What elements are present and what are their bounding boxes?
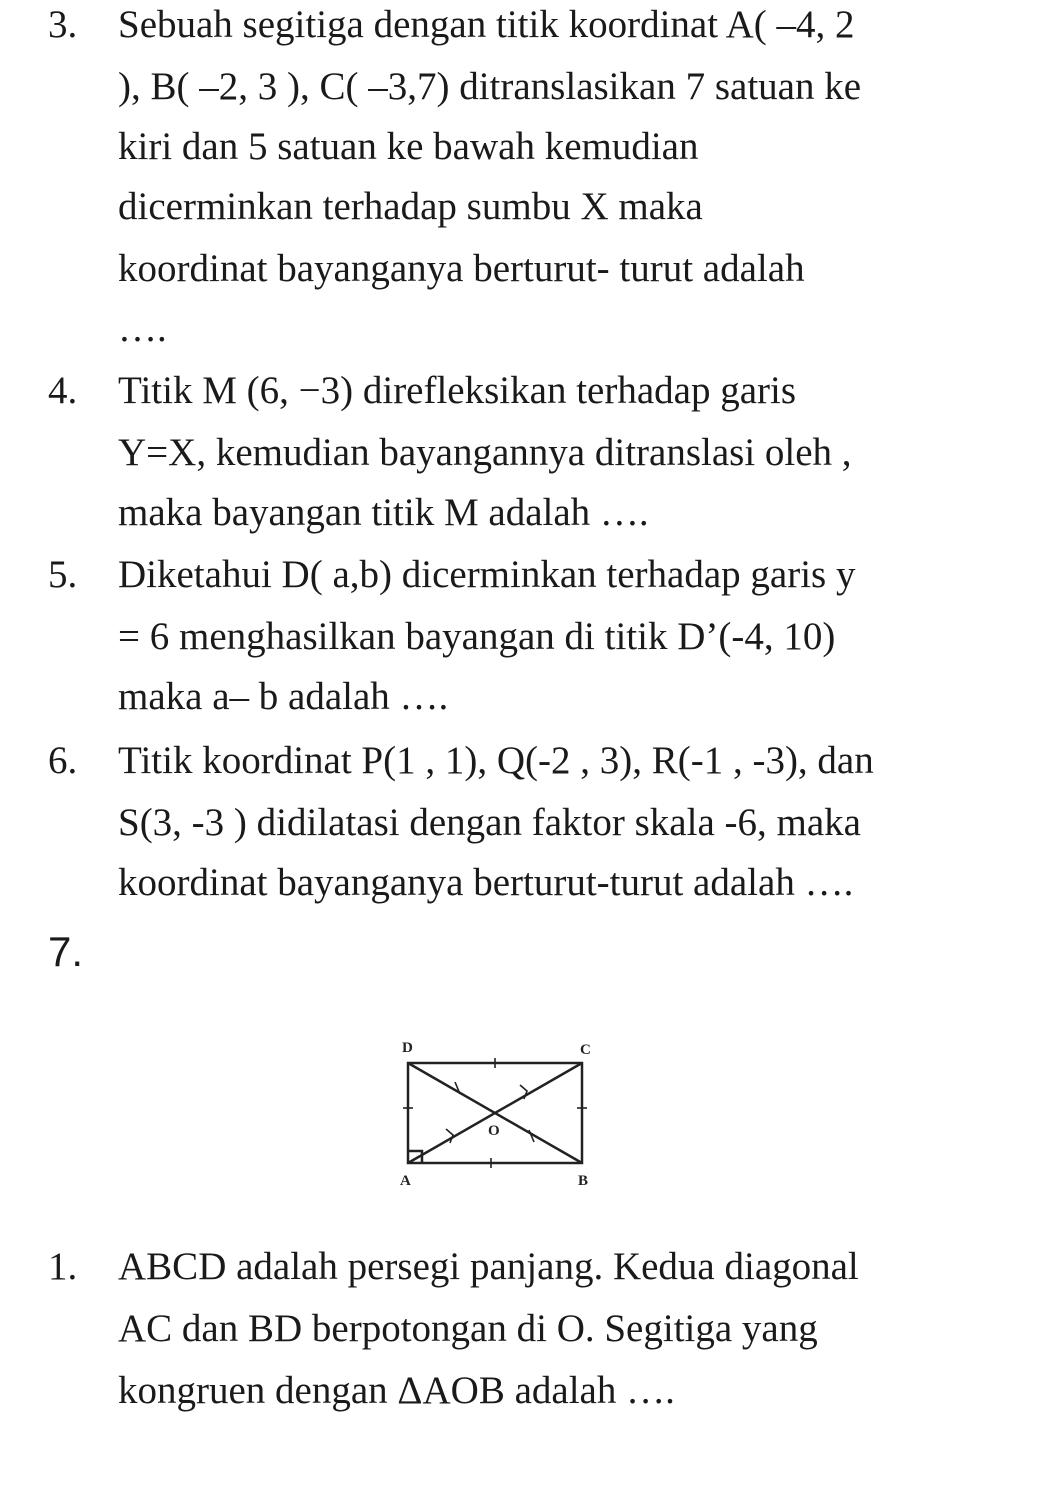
question-text-line: = 6 menghasilkan bayangan di titik D’(-4, 10) [118,615,836,658]
question-text-line: Sebuah segitiga dengan titik koordinat A( –4, 2 [118,3,855,46]
question-text-line: dicerminkan terhadap sumbu X maka [118,185,703,228]
question-7-number: 7. [48,928,84,975]
question-text-line: AC dan BD berpotongan di O. Segitiga yang [118,1307,818,1350]
vertex-label-a: A [400,1173,411,1189]
vertex-label-b: B [578,1173,589,1189]
question-text-line: kongruen dengan ΔAOB adalah …. [118,1369,675,1412]
rectangle-abcd-figure [380,1030,620,1190]
question-text-line: S(3, -3 ) didilatasi dengan faktor skala -6, maka [118,801,861,844]
question-text-line: koordinat bayanganya berturut-turut adalah …. [118,861,854,904]
question-text-line: kiri dan 5 satuan ke bawah kemudian [118,125,699,168]
question-text-line: Y=X, kemudian bayangannya ditranslasi oleh , [118,431,852,474]
question-text-line: …. [118,307,167,350]
question-number: 3. [48,3,78,46]
question-number: 6. [48,739,78,782]
question-number: 5. [48,553,78,596]
question-text-line: Titik M (6, −3) direfleksikan terhadap garis [118,369,797,412]
vertex-label-d: D [402,1040,413,1056]
center-label-o: O [488,1123,500,1139]
question-text-line: Titik koordinat P(1 , 1), Q(-2 , 3), R(-1 , -3), dan [118,739,874,782]
question-text-line: maka bayangan titik M adalah …. [118,491,649,534]
vertex-label-c: C [580,1042,591,1058]
question-text-line: ABCD adalah persegi panjang. Kedua diagonal [118,1245,859,1288]
question-number: 1. [48,1245,78,1288]
question-number: 4. [48,369,78,412]
question-text-line: ), B( –2, 3 ), C( –3,7) ditranslasikan 7 satuan ke [118,65,862,108]
question-text-line: koordinat bayanganya berturut- turut adalah [118,247,805,290]
question-text-line: Diketahui D( a,b) dicerminkan terhadap garis y [118,553,856,596]
question-text-line: maka a– b adalah …. [118,675,449,718]
